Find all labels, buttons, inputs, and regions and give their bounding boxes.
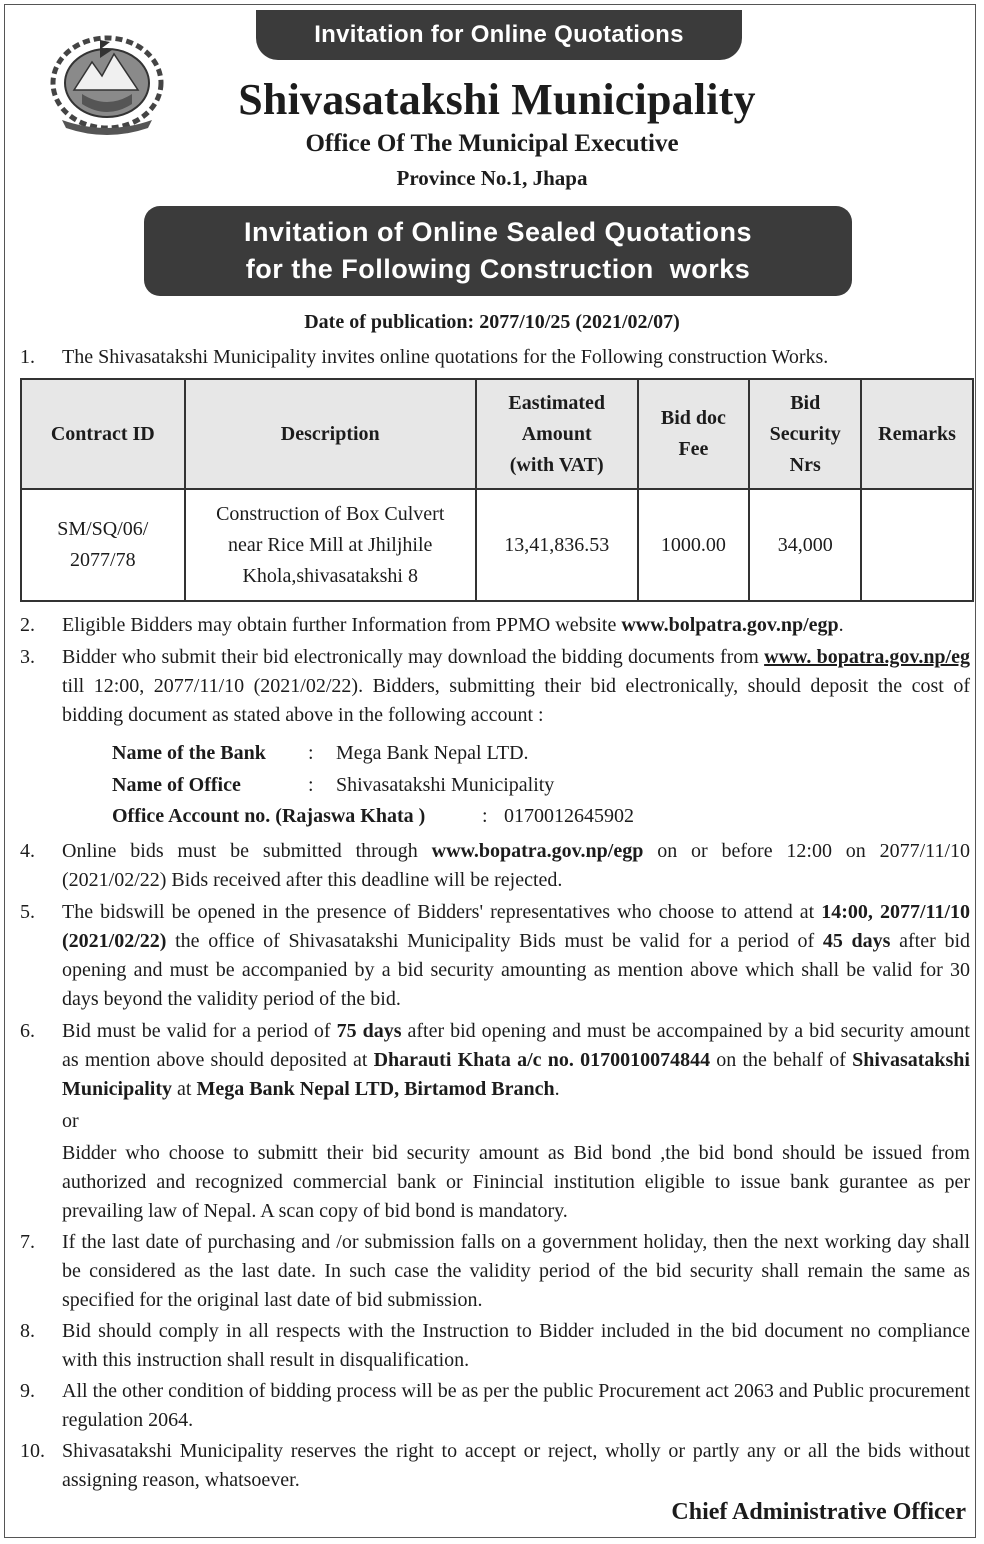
- col-description: Description: [185, 379, 476, 489]
- item-text-part: after bid opening and must be accompanied by a bid security amounting as mention above which shall be valid for 30 days beyond the validity period of the bid.: [62, 930, 970, 1010]
- cell-contract-id-l1: SM/SQ/06/: [57, 518, 149, 540]
- item-text: Bid should comply in all respects with the Instruction to Bidder included in the bid document no compliance with this instruction shall result in disqualification.: [62, 1320, 970, 1371]
- validity-days: 45 days: [822, 930, 891, 952]
- org-name: Shivasatakshi Municipality: [238, 75, 756, 124]
- item-bid-bond: Bidder who choose to submitt their bid security amount as Bid bond ,the bid bond should be issued from authorized and recognized commercial bank or Finincial institution eligible to issue bank gurantee as per prevailing law of Nepal. A scan copy of bid bond is mandatory.: [62, 1142, 970, 1222]
- list-item: [20, 1317, 970, 1375]
- item-text: [62, 643, 970, 730]
- col-security: [749, 379, 861, 489]
- top-banner-text: Invitation for Online Quotations: [314, 21, 684, 48]
- item-text-part: Bidder who submit their bid electronically may download the bidding documents from: [62, 646, 765, 668]
- item-text-part: .: [554, 1078, 560, 1100]
- col-amount-l2: Amount: [521, 422, 592, 445]
- item-text: The Shivasatakshi Municipality invites online quotations for the Following construction Works.: [62, 346, 829, 368]
- item-number: 2.: [20, 614, 35, 636]
- list-item: [20, 1017, 970, 1226]
- opening-datetime: 14:00, 2077/11/10 (2021/02/22): [62, 901, 970, 952]
- account-label: Office Account no. (Rajaswa Khata ): [112, 805, 426, 827]
- item-text-part: Bid must be valid for a period of: [62, 1020, 337, 1042]
- publication-date: Date of publication: 2077/10/25 (2021/02/07): [304, 311, 680, 333]
- signature: Chief Administrative Officer: [671, 1499, 966, 1525]
- list-item: [20, 1377, 970, 1435]
- office-name-value: Shivasatakshi Municipality: [336, 773, 555, 796]
- bid-table: [20, 378, 974, 602]
- notice-line-1: Invitation of Online Sealed Quotations: [243, 217, 753, 247]
- list-item: [20, 643, 970, 730]
- item-text-part: .: [838, 614, 844, 636]
- separator: :: [482, 805, 488, 827]
- item-text: All the other condition of bidding process will be as per the public Procurement act 2063 and Public procurement regulation 2064.: [62, 1380, 970, 1431]
- egp-link[interactable]: www.bopatra.gov.np/egp: [431, 840, 644, 862]
- province: Province No.1, Jhapa: [396, 166, 588, 190]
- item-text-part: on the behalf of: [710, 1049, 853, 1071]
- notice-banner: [144, 206, 852, 296]
- cell-description-l1: Construction of Box Culvert: [216, 502, 445, 525]
- col-remarks: Remarks: [861, 379, 973, 489]
- bank-row: [112, 738, 634, 770]
- col-security-l2: Security: [769, 422, 841, 445]
- item-text-part: till 12:00, 2077/11/10 (2021/02/22). Bidders, submitting their bid electronically, should deposit the cost of bidding document as stated above in the following account :: [62, 675, 970, 726]
- bank-name-value: Mega Bank Nepal LTD.: [336, 742, 529, 764]
- item-or: or: [62, 1110, 79, 1132]
- municipality-name: Shivasatakshi Municipality: [62, 1049, 970, 1100]
- table-row: [21, 489, 973, 601]
- cell-security: 34,000: [749, 489, 861, 601]
- list-item: [20, 611, 970, 640]
- account-value: 0170012645902: [504, 805, 634, 827]
- cell-contract-id: [21, 489, 185, 601]
- list-item: [20, 837, 970, 895]
- item-number: 9.: [20, 1380, 35, 1402]
- item-text-part: on or before 12:00 on 2077/11/10 (2021/02/22) Bids received after this deadline will be rejected.: [62, 840, 970, 891]
- separator: :: [308, 773, 314, 796]
- item-number: 5.: [20, 901, 35, 923]
- col-fee: [638, 379, 750, 489]
- col-contract-id: Contract ID: [21, 379, 185, 489]
- col-security-l1: Bid: [790, 391, 821, 414]
- item-number: 3.: [20, 646, 35, 668]
- item-number: 10.: [20, 1440, 45, 1462]
- list-item: [20, 1437, 970, 1495]
- separator: :: [308, 742, 314, 764]
- item-text-part: the office of Shivasatakshi Municipality Bids must be valid for a period of: [166, 930, 823, 952]
- list-item: [20, 1228, 970, 1315]
- item-text: [62, 611, 970, 640]
- col-amount: [476, 379, 638, 489]
- item-text: If the last date of purchasing and /or submission falls on a government holiday, then the next working day shall be considered as the last date. In such case the validity period of the bid security shall remain the same as specified for the original last date of bid submission.: [62, 1231, 970, 1311]
- cell-amount: 13,41,836.53: [476, 489, 638, 601]
- item-text-part: Eligible Bidders may obtain further Information from PPMO website: [62, 614, 622, 636]
- col-fee-l1: Bid doc: [660, 407, 726, 429]
- item-text: [62, 1017, 970, 1104]
- col-fee-l2: Fee: [678, 438, 709, 460]
- col-amount-l3: (with VAT): [509, 453, 604, 476]
- item-text: Shivasatakshi Municipality reserves the right to accept or reject, wholly or partly any or all the bids without assigning reason, whatsoever.: [62, 1440, 970, 1491]
- item-text: [62, 837, 970, 895]
- dharauti-account: Dharauti Khata a/c no. 0170010074844: [373, 1049, 711, 1071]
- account-row: [112, 801, 634, 833]
- notice-line-2: for the Following Construction works: [245, 254, 751, 284]
- list-item: [20, 343, 970, 372]
- office-name-label: Name of Office: [112, 773, 241, 796]
- item-number: 1.: [20, 346, 35, 368]
- cell-remarks: [861, 489, 973, 601]
- item-text-part: at: [172, 1078, 197, 1100]
- table-header-row: [21, 379, 973, 489]
- item-text-part: after bid opening and must be accompained by a bid security amount as mention above should deposited at: [62, 1020, 970, 1071]
- item-text-part: The bidswill be opened in the presence of Bidders' representatives who choose to attend at: [62, 901, 822, 923]
- validity-days: 75 days: [336, 1020, 402, 1042]
- top-banner: [256, 10, 742, 60]
- cell-description-l3: Khola,shivasatakshi 8: [242, 564, 418, 587]
- item-number: 8.: [20, 1320, 35, 1342]
- item-number: 6.: [20, 1020, 35, 1042]
- cell-description: [185, 489, 476, 601]
- office-row: [112, 770, 634, 802]
- item-number: 4.: [20, 840, 35, 862]
- bank-branch: Mega Bank Nepal LTD, Birtamod Branch: [196, 1078, 555, 1100]
- item-text-part: Online bids must be submitted through: [62, 840, 432, 862]
- list-item: [20, 898, 970, 1014]
- cell-contract-id-l2: 2077/78: [70, 549, 136, 571]
- bank-details: [112, 738, 634, 833]
- office-name: Office Of The Municipal Executive: [305, 130, 679, 157]
- bank-name-label: Name of the Bank: [112, 742, 266, 764]
- bolpatra-link[interactable]: www. bopatra.gov.np/eg: [764, 646, 970, 668]
- col-security-l3: Nrs: [789, 453, 821, 476]
- cell-description-l2: near Rice Mill at Jhiljhile: [228, 533, 433, 556]
- col-amount-l1: Eastimated: [508, 391, 606, 414]
- item-text: [62, 898, 970, 1014]
- item-number: 7.: [20, 1231, 35, 1253]
- cell-fee: 1000.00: [638, 489, 750, 601]
- ppmo-website-link[interactable]: www.bolpatra.gov.np/egp: [621, 614, 839, 636]
